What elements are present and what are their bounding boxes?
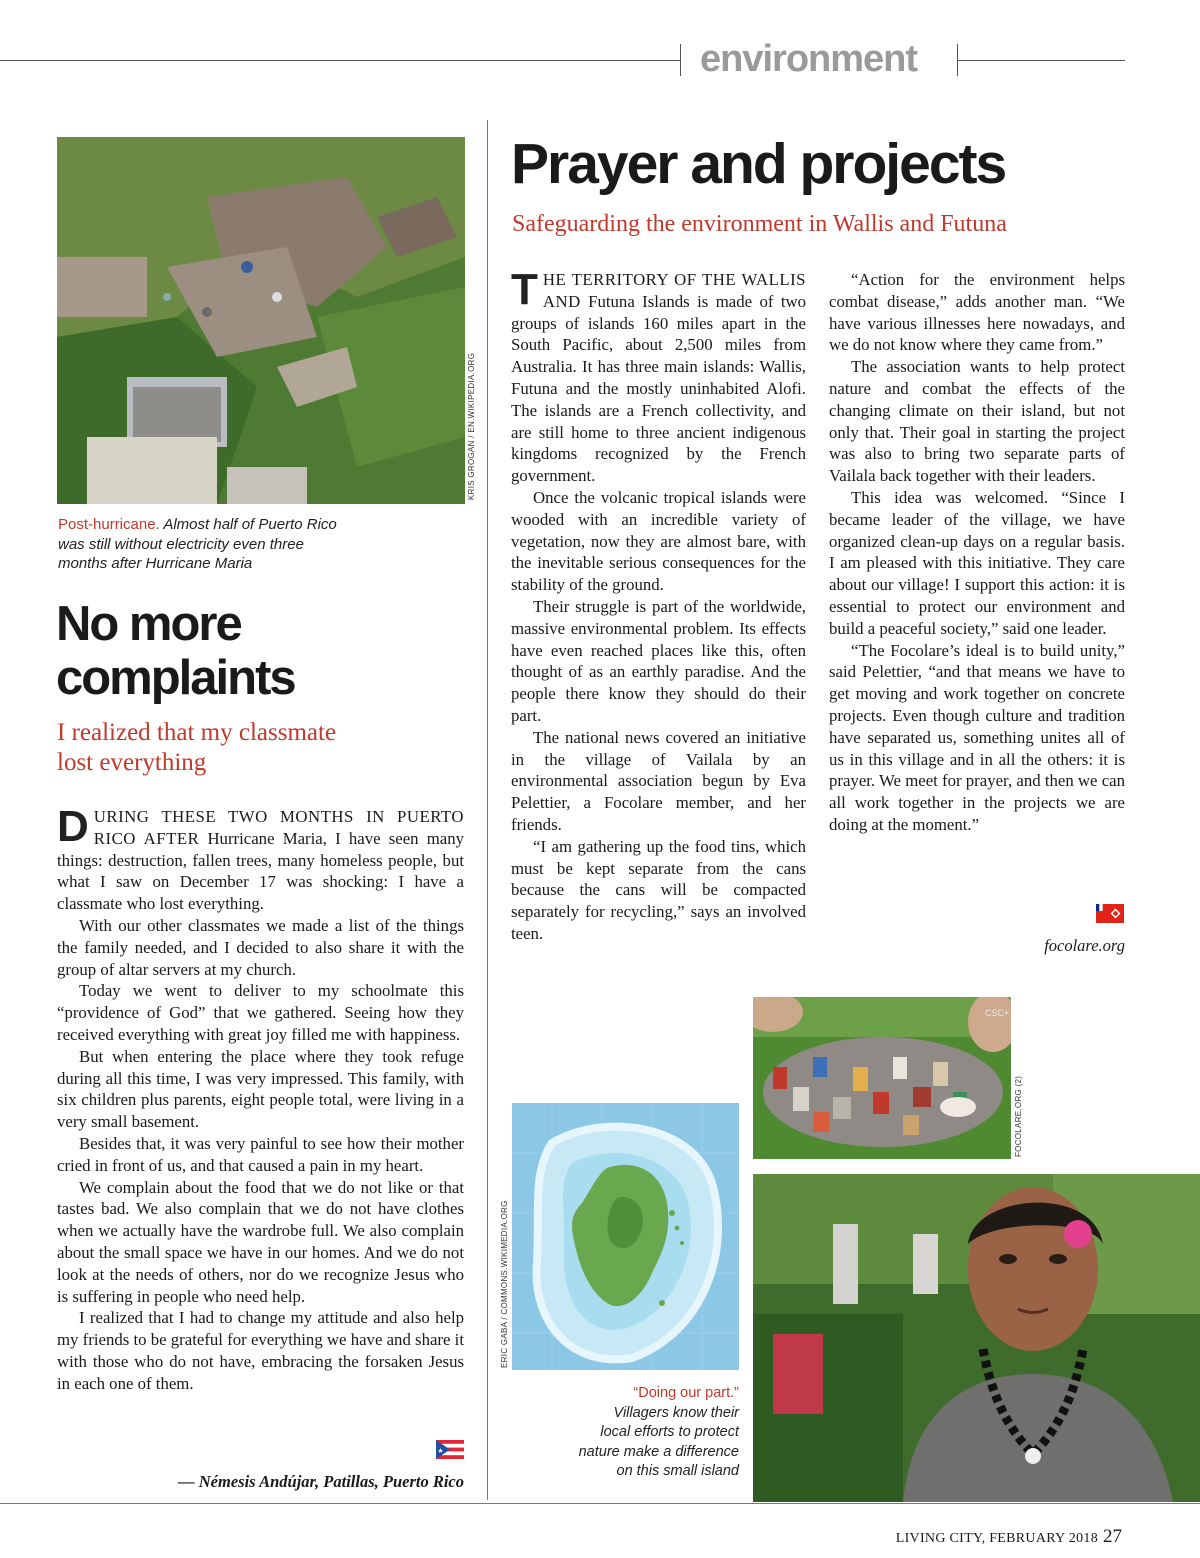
villager-photo bbox=[753, 1174, 1200, 1502]
villager-caption bbox=[540, 1384, 739, 1482]
left-paragraph-2: With our other classmates we made a list of the things the family needed, and I decided to also share it with the group of altar servers at my church. bbox=[57, 915, 464, 979]
footer-page-number: 27 bbox=[1103, 1526, 1122, 1547]
left-headline-line1: No more bbox=[56, 597, 241, 651]
footer-rule bbox=[0, 1503, 1200, 1504]
wallis-futuna-flag-icon bbox=[1096, 904, 1124, 923]
right-para1-rest: Futuna Islands is made of two groups of islands 160 miles apart in the South Pacific, about 2,500 miles from Australia. It has three main islands: Wallis, Futuna and the mostly uninhabited Alofi. The islands are a French collectivity, and are still home to three ancient indigenous kingdoms recognized by the French government. bbox=[511, 291, 806, 486]
cans-photo bbox=[753, 997, 1011, 1159]
right-lead-smallcaps: HE TERRITORY OF THE WALLIS AND bbox=[542, 270, 806, 311]
right-paragraph-7: The association wants to help protect nature and combat the effects of the changing climate on their island, but not only that. Their goal in starting the project was also to bring two separate parts of Vailala back together with their leaders. bbox=[829, 357, 1125, 486]
villager-caption-line3: local efforts to protect bbox=[600, 1424, 739, 1440]
cans-watermark: CSC+ bbox=[985, 1008, 1010, 1018]
left-paragraph-6: We complain about the food that we do not like or that tastes bad. We also complain that we do not have clothes when we actually have the wardrobe full. We also complain about the small space we have in our homes. And we do not look at the needs of others, nor do we recognize Jesus who is suffering in people who need help. bbox=[57, 1177, 464, 1306]
right-paragraph-6: “Action for the environment helps combat disease,” adds another man. “We have various illnesses here nowadays, and we do not know where they came from.” bbox=[829, 270, 1125, 355]
left-dropcap: D bbox=[57, 802, 89, 851]
left-paragraph-4: But when entering the place where they took refuge during all this time, I was very impressed. This family, with six children plus parents, eight people total, were living in a very small basement. bbox=[57, 1046, 464, 1132]
header-rule-right bbox=[957, 60, 1125, 61]
hurricane-caption bbox=[58, 515, 338, 574]
right-paragraph-2: Once the volcanic tropical islands were wooded with an incredible variety of vegetation, now they are almost bare, with the inevitable serious consequences for the stability of the ground. bbox=[511, 487, 806, 595]
footer-magazine: LIVING CITY, FEBRUARY 2018 bbox=[895, 1531, 1098, 1546]
left-lead-smallcaps: URING THESE TWO MONTHS IN PUERTO RICO AFTER bbox=[93, 807, 464, 848]
caption-lead: Post-hurricane. bbox=[58, 516, 160, 533]
column-divider bbox=[487, 120, 488, 1500]
left-deck-line2: lost everything bbox=[57, 749, 207, 776]
left-para1-rest: Hurricane Maria, I have seen many things: destruction, fallen trees, many homeless people, but what I saw on December 17 was shocking: I have a classmate who lost everything. bbox=[57, 828, 464, 914]
map-credit: ERIC GABA / COMMONS.WIKIMEDIA.ORG bbox=[500, 1200, 509, 1368]
right-article-col2 bbox=[829, 269, 1125, 836]
right-paragraph-8: This idea was welcomed. “Since I became leader of the village, we have organized clean-up days on a regular basis. I am pleased with this initiative. They care about our village! I support this action: it is essential to protect our environment and build a peaceful society,” said one leader. bbox=[829, 487, 1125, 638]
right-paragraph-1 bbox=[511, 265, 806, 487]
right-article-col1 bbox=[511, 265, 806, 945]
villager-caption-lead: “Doing our part.” bbox=[633, 1385, 739, 1401]
header-rule-left bbox=[0, 60, 680, 61]
left-article-body bbox=[57, 802, 464, 1395]
left-headline bbox=[56, 597, 295, 705]
right-paragraph-4: The national news covered an initiative in the village of Vailala by an environmental association begun by Eva Pelettier, a Focolare member, and her friends. bbox=[511, 727, 806, 834]
header-tick-left bbox=[680, 44, 681, 76]
left-paragraph-7: I realized that I had to change my attitude and also help my friends to be grateful for everything we have and share it with those who do not have, embracing the forsaken Jesus in each one of them. bbox=[57, 1308, 464, 1393]
right-paragraph-5: “I am gathering up the food tins, which must be kept separate from the cans because the cans will be compacted separately for recycling,” says an involved teen. bbox=[511, 836, 806, 943]
section-label: environment bbox=[700, 38, 918, 80]
left-deck-line1: I realized that my classmate bbox=[57, 719, 337, 746]
left-paragraph-3: Today we went to deliver to my schoolmate this “providence of God” that we gathered. Seeing how they received everything with great joy filled me with happiness. bbox=[57, 981, 464, 1044]
left-headline-line2: complaints bbox=[56, 651, 295, 705]
hurricane-photo-credit: KRIS GROGAN / EN.WIKIPEDIA.ORG bbox=[467, 352, 476, 500]
right-paragraph-3: Their struggle is part of the worldwide, massive environmental problem. Its effects have even reached places like this, often thought of as an earthly paradise. And the people there know they should do their part. bbox=[511, 596, 806, 725]
right-dropcap: T bbox=[511, 265, 538, 314]
photos-credit: FOCOLARE.ORG (2) bbox=[1014, 1075, 1023, 1157]
hurricane-photo bbox=[57, 137, 465, 504]
villager-caption-line5: on this small island bbox=[616, 1463, 739, 1479]
right-headline: Prayer and projects bbox=[511, 132, 1006, 196]
left-byline: — Némesis Andújar, Patillas, Puerto Rico bbox=[178, 1472, 464, 1491]
caption-text: Almost half of Puerto Rico was still without electricity even three months after Hurricane Maria bbox=[58, 516, 337, 572]
left-paragraph-1 bbox=[57, 802, 464, 915]
right-deck: Safeguarding the environment in Wallis and Futuna bbox=[512, 211, 1007, 237]
villager-caption-line2: Villagers know their bbox=[613, 1404, 739, 1421]
right-paragraph-9: “The Focolare’s ideal is to build unity,” said Pelettier, “and that means we have to get moving and work together on concrete projects. Even though culture and tradition have separated us, something unites all of us in this village and in all the others: it is prayer. We meet for prayer, and then we can all work together in the projects we are doing at the moment.” bbox=[829, 640, 1125, 834]
wallis-map bbox=[512, 1103, 739, 1370]
puerto-rico-flag-icon bbox=[436, 1440, 464, 1459]
source-credit: focolare.org bbox=[1044, 936, 1125, 955]
left-deck bbox=[57, 718, 336, 778]
left-paragraph-5: Besides that, it was very painful to see how their mother cried in front of us, and that caused a pain in my heart. bbox=[57, 1133, 464, 1175]
villager-caption-line4: nature make a difference bbox=[578, 1443, 739, 1460]
